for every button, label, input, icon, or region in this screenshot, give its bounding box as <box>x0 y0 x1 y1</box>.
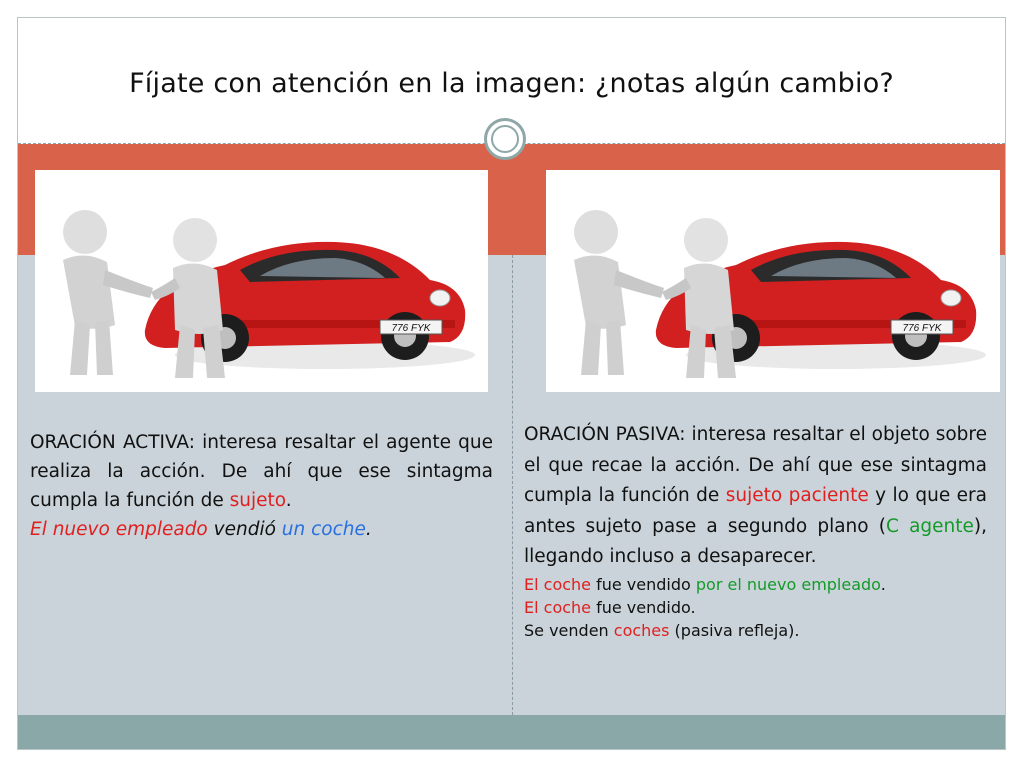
sujeto-paciente-term: sujeto paciente <box>725 485 869 506</box>
period: . <box>285 490 292 511</box>
active-definition: ORACIÓN ACTIVA: interesa resaltar el agente que realiza la acción. De ahí que ese sintagma cumpla la función de <box>30 432 493 511</box>
example-subject: El coche <box>524 574 592 594</box>
active-voice-text <box>30 428 493 544</box>
c-agente-term: C agente <box>885 515 974 537</box>
example-verb: fue vendido <box>591 574 696 594</box>
circle-ornament-icon <box>484 118 526 160</box>
example-3 <box>524 619 987 642</box>
column-divider <box>512 255 513 715</box>
passive-voice-text <box>524 420 987 642</box>
passive-definition-mid: y lo que era antes sujeto pase a segundo plano ( <box>524 485 987 537</box>
period: . <box>880 574 886 594</box>
photo-active <box>35 170 488 392</box>
example-note: (pasiva refleja). <box>669 620 800 640</box>
slide <box>17 17 1006 750</box>
photo-passive <box>546 170 1000 392</box>
sujeto-term: sujeto <box>229 490 286 511</box>
example-object: un coche <box>281 519 366 540</box>
example-agent: por el nuevo empleado <box>695 574 881 594</box>
example-verb: fue vendido. <box>591 597 696 617</box>
example-subject: El coche <box>524 597 592 617</box>
example-2 <box>524 596 987 619</box>
handshake-car-illustration <box>546 170 1000 392</box>
example-subject: El nuevo empleado <box>30 519 208 540</box>
handshake-car-illustration <box>35 170 488 392</box>
footer-band <box>18 715 1005 749</box>
example-verb: Se venden <box>524 620 614 640</box>
passive-definition: ORACIÓN PASIVA: interesa resaltar el objeto sobre el que recae la acción. De ahí que ese sintagma cumpla la función de <box>524 424 987 506</box>
period: . <box>365 519 372 540</box>
plate-text: 776 FYK <box>902 323 942 334</box>
example-1 <box>524 573 987 596</box>
example-verb: vendió <box>207 519 282 540</box>
example-subject: coches <box>613 620 670 640</box>
plate-text: 776 FYK <box>391 323 431 334</box>
slide-title: Fíjate con atención en la imagen: ¿notas algún cambio? <box>129 68 894 99</box>
passive-definition-end: ), llegando incluso a desaparecer. <box>524 515 987 567</box>
